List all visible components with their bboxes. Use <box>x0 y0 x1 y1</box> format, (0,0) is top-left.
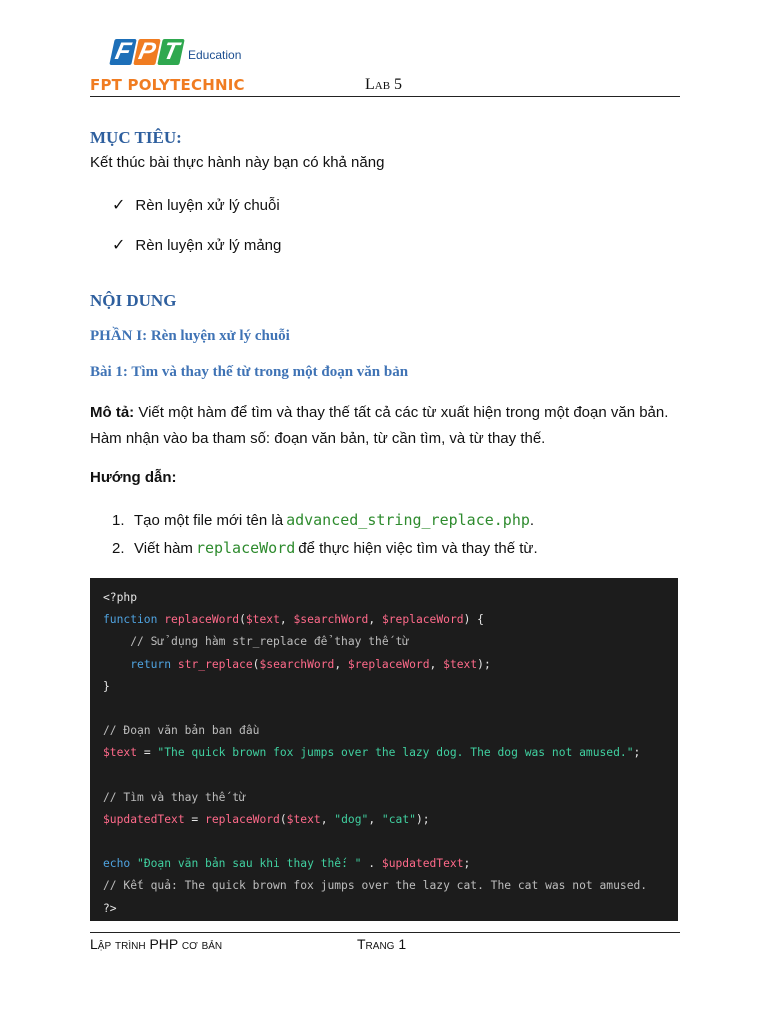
step-number: 1. <box>112 512 125 529</box>
logo-letter-f: F <box>109 39 137 65</box>
code-token: $replaceWord <box>347 657 430 671</box>
content-heading: NỘI DUNG <box>90 291 177 310</box>
fpt-logo-mark <box>112 39 182 65</box>
code-token: , <box>334 657 348 671</box>
code-token <box>130 857 137 870</box>
code-token: // Đoạn văn bản ban đầu <box>103 724 260 738</box>
objective-item-text: Rèn luyện xử lý mảng <box>135 236 282 254</box>
check-icon: ✓ <box>112 237 126 254</box>
code-token: ( <box>279 812 287 826</box>
code-token: replaceWord <box>205 812 280 826</box>
code-line <box>103 676 678 698</box>
code-line <box>103 898 678 920</box>
code-line <box>103 875 678 897</box>
code-token: $text <box>245 613 280 627</box>
code-token: ); <box>415 812 430 826</box>
code-line <box>103 742 678 764</box>
code-token: // Sử dụng hàm str_replace để thay thế từ <box>103 635 410 649</box>
code-token: , <box>429 657 444 671</box>
step-item <box>112 539 538 557</box>
step-text-after: để thực hiện việc tìm và thay thế từ. <box>298 540 538 557</box>
code-token: replaceWord <box>164 613 240 627</box>
code-token: ?> <box>103 901 117 915</box>
code-token: "The quick brown fox jumps over the lazy dog. The dog was not amused." <box>157 746 634 760</box>
step-text-after: . <box>529 512 535 529</box>
code-token: "cat" <box>381 812 416 826</box>
code-line <box>103 809 678 831</box>
footer-course: Lập trình PHP cơ bản <box>90 936 223 952</box>
footer-divider <box>90 932 680 933</box>
code-token: function <box>103 613 158 627</box>
code-token: $updatedText <box>103 812 185 826</box>
code-token: $updatedText <box>381 857 464 871</box>
objective-heading: MỤC TIÊU: <box>90 128 182 147</box>
code-line <box>103 831 678 853</box>
footer-page: Trang 1 <box>357 936 407 952</box>
objective-item <box>112 235 281 255</box>
step-item <box>112 511 534 529</box>
code-token: $text <box>103 746 138 760</box>
code-token: "dog" <box>334 812 369 826</box>
fpt-education-logo <box>112 36 241 68</box>
code-token: $text <box>286 812 321 826</box>
code-block <box>90 578 678 921</box>
code-token <box>171 658 178 671</box>
header-divider <box>90 96 680 97</box>
description-label: Mô tả: <box>90 404 135 421</box>
guide-label: Hướng dẫn: <box>90 469 177 486</box>
code-token: ( <box>252 657 260 671</box>
code-token: ; <box>633 746 641 760</box>
code-token: = <box>184 812 206 826</box>
code-line <box>103 765 678 787</box>
code-token: // Tìm và thay thế từ <box>103 790 246 804</box>
objective-item <box>112 195 280 215</box>
step-number: 2. <box>112 540 125 557</box>
code-token: = <box>137 746 158 760</box>
lab-title: Lab 5 <box>365 76 403 93</box>
code-token: str_replace <box>177 657 253 671</box>
objective-item-text: Rèn luyện xử lý chuỗi <box>135 196 280 214</box>
code-token: ( <box>239 613 246 627</box>
code-line <box>103 609 678 631</box>
description-text: Viết một hàm để tìm và thay thế tất cả các từ xuất hiện trong một đoạn văn bản. Hàm nhận vào ba tham số: đoạn văn bản, từ cần tìm, và từ thay thế. <box>90 404 669 447</box>
code-token: } <box>103 679 110 693</box>
logo-suffix: Education <box>188 48 242 62</box>
code-token: , <box>368 613 382 627</box>
step-text: Viết hàm <box>134 540 193 557</box>
code-token: , <box>320 812 335 826</box>
code-token: // Kết quả: The quick brown fox jumps over the lazy cat. The cat was not amused. <box>103 879 648 893</box>
code-token: return <box>130 657 172 671</box>
code-token: $searchWord <box>293 613 369 627</box>
objective-intro: Kết thúc bài thực hành này bạn có khả năng <box>90 154 385 171</box>
code-token: . <box>361 857 382 871</box>
code-line <box>103 720 678 742</box>
code-token: echo <box>103 857 131 871</box>
code-token: ); <box>477 657 491 671</box>
part-heading: PHẦN I: Rèn luyện xử lý chuỗi <box>90 328 290 344</box>
description-paragraph <box>90 400 682 452</box>
code-token: , <box>279 613 294 627</box>
exercise-heading: Bài 1: Tìm và thay thế từ trong một đoạn văn bản <box>90 364 409 380</box>
code-token: "Đoạn văn bản sau khi thay thế: " <box>137 857 362 871</box>
code-token: <?php <box>103 591 138 604</box>
code-token: $searchWord <box>259 657 335 671</box>
code-line <box>103 853 678 875</box>
step-code: advanced_string_replace.php <box>286 511 530 529</box>
code-line <box>103 587 678 609</box>
code-line <box>103 787 678 809</box>
code-line <box>103 631 678 653</box>
logo-letter-t: T <box>157 39 185 65</box>
code-token: ; <box>463 857 471 871</box>
code-token: , <box>368 812 382 826</box>
step-code: replaceWord <box>195 539 296 557</box>
org-name: FPT POLYTECHNIC <box>90 76 245 94</box>
code-line <box>103 654 678 676</box>
logo-letter-p: P <box>133 39 161 65</box>
step-text: Tạo một file mới tên là <box>134 512 284 529</box>
code-token: ) { <box>463 613 484 627</box>
code-token: $replaceWord <box>381 613 464 627</box>
code-token: $text <box>443 657 478 671</box>
check-icon: ✓ <box>112 197 126 214</box>
code-line <box>103 698 678 720</box>
code-token <box>103 658 130 671</box>
